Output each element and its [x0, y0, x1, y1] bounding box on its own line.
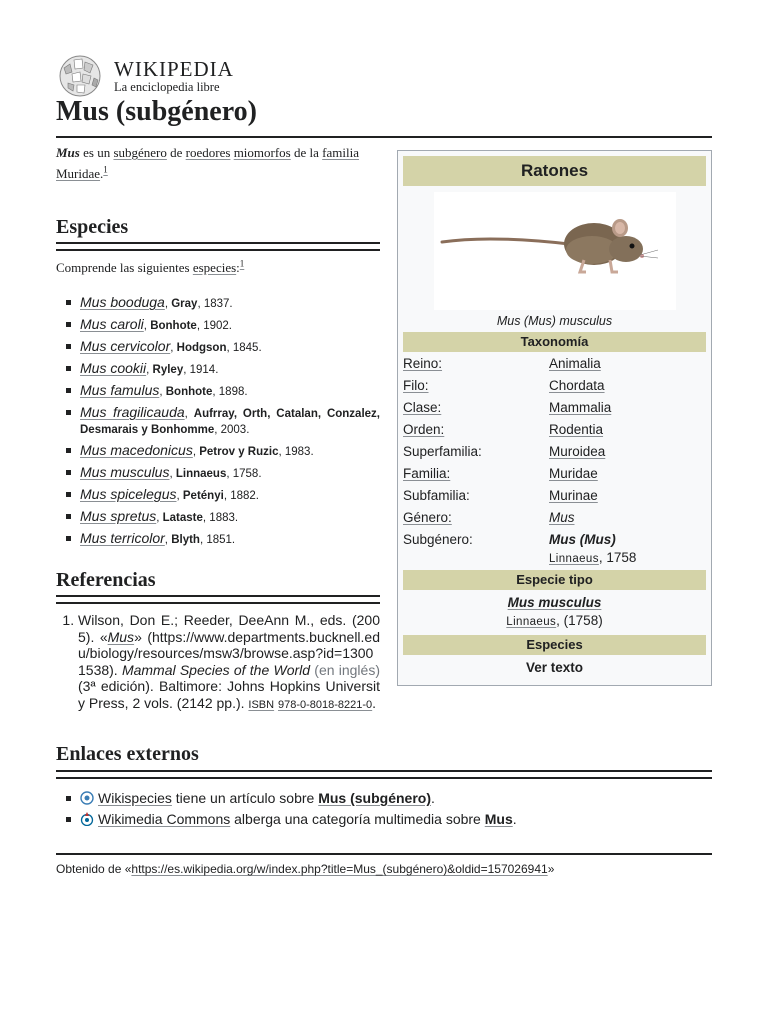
see-text: Ver texto	[525, 660, 584, 675]
species-year: , 1837.	[197, 298, 233, 310]
rank-value[interactable]: Animalia	[549, 356, 601, 371]
species-author: Petényi	[182, 490, 224, 502]
species-list	[56, 292, 380, 550]
heading-rule	[56, 770, 712, 779]
retrieved-from	[56, 862, 554, 876]
species-link[interactable]: Mus famulus	[80, 382, 160, 398]
species-year: , 1898.	[212, 386, 248, 398]
species-year: , 2003.	[214, 424, 250, 436]
footer-divider	[56, 853, 712, 855]
rank-label[interactable]: Familia:	[403, 466, 451, 481]
species-link[interactable]: Mus cervicolor	[80, 338, 171, 354]
species-year: , 1758.	[226, 468, 262, 480]
rank-label[interactable]: Filo:	[403, 378, 429, 393]
article-body	[56, 140, 380, 713]
reference-list	[56, 612, 380, 713]
species-year: , 1883.	[202, 512, 239, 524]
intro-text: :	[236, 260, 240, 275]
species-author: Petrov y Ruzic	[199, 446, 279, 458]
list-item	[56, 788, 517, 809]
taxonomy-row	[398, 485, 711, 507]
rank-value[interactable]: Muridae	[549, 466, 598, 481]
list-item: Mus musculus, Linnaeus, 1758.	[56, 462, 380, 484]
species-author: Ryley	[152, 364, 184, 376]
permanent-link[interactable]: https://es.wikipedia.org/w/index.php?title=Mus_(subgénero)&oldid=157026941	[131, 862, 548, 876]
lead-text: de	[166, 145, 186, 160]
rank-label[interactable]: Clase:	[403, 400, 442, 415]
ref-title-link[interactable]: Mus	[107, 628, 135, 645]
species-link[interactable]: Mus spretus	[80, 508, 157, 524]
enlaces-section	[56, 743, 712, 779]
species-author: Bonhote	[150, 320, 197, 332]
rank-value[interactable]: Muroidea	[549, 444, 606, 459]
taxobox	[397, 150, 712, 686]
isbn-label[interactable]: ISBN	[248, 698, 275, 711]
wordmark-tagline: La enciclopedia libre	[114, 80, 220, 94]
list-item: Mus cervicolor, Hodgson, 1845.	[56, 336, 380, 358]
target-link[interactable]: Mus (subgénero)	[318, 790, 431, 806]
footnote-ref[interactable]: 1	[239, 258, 245, 269]
species-link[interactable]: Mus terricolor	[80, 530, 165, 546]
type-species-header: Especie tipo	[403, 570, 706, 590]
link-text: .	[431, 790, 435, 806]
taxonomy-row	[398, 463, 711, 485]
target-link[interactable]: Mus	[484, 811, 513, 827]
species-year: , 1882.	[223, 490, 259, 502]
taxonomy-row	[398, 441, 711, 463]
mouse-illustration	[434, 192, 676, 310]
rank-label: Subgénero:	[403, 532, 473, 547]
taxonomy-row	[398, 507, 711, 529]
taxobox-title: Ratones	[403, 156, 706, 186]
commons-icon	[80, 812, 94, 826]
species-author: Hodgson	[176, 342, 227, 354]
referencias-section	[56, 570, 380, 713]
species-author: Gray	[171, 298, 198, 310]
authority-year: , (1758)	[556, 613, 603, 628]
heading-rule	[56, 595, 380, 604]
lead-text: es un	[79, 145, 114, 160]
wikipedia-globe-logo[interactable]	[56, 54, 104, 98]
taxonomy-header: Taxonomía	[403, 332, 706, 352]
reference-item	[78, 612, 380, 713]
title-divider	[56, 136, 712, 138]
link-text: .	[512, 811, 517, 827]
species-year: , 1914.	[183, 364, 219, 376]
species-year: , 1851.	[199, 534, 236, 546]
heading-rule	[56, 242, 380, 251]
wordmark-title: WIKIPEDIA	[114, 57, 234, 81]
footer-suffix: »	[547, 862, 555, 876]
species-year: , 1902.	[196, 320, 232, 332]
species-link[interactable]: Mus spicelegus	[80, 486, 177, 502]
taxonomy-row	[398, 353, 711, 375]
ref-edition: (3ª edición). Baltimore: Johns Hopkins University Press, 2 vols. (2142 pp.).	[78, 678, 380, 711]
lead-bold-word: Mus	[56, 145, 80, 160]
species-year: , 1845.	[226, 342, 262, 354]
list-item: Mus spicelegus, Petényi, 1882.	[56, 484, 380, 506]
image-caption: Mus (Mus) musculus	[496, 314, 613, 328]
isbn-link[interactable]: 978-0-8018-8221-0	[277, 698, 373, 711]
taxonomy-rows	[398, 353, 711, 568]
rank-label[interactable]: Reino:	[403, 356, 443, 371]
rank-value[interactable]: Rodentia	[549, 422, 604, 437]
species-link[interactable]: Mus fragilicauda	[80, 404, 185, 420]
especies-section	[56, 217, 380, 550]
authority-year: , 1758	[598, 550, 637, 565]
rank-label: Superfamilia:	[403, 444, 482, 459]
species-link[interactable]: Mus booduga	[80, 294, 165, 310]
taxonomy-row	[398, 529, 711, 568]
list-item: Mus terricolor, Blyth, 1851.	[56, 528, 380, 550]
species-link[interactable]: Mus macedonicus	[80, 442, 193, 458]
species-link[interactable]: Mus musculus	[80, 464, 170, 480]
rank-label[interactable]: Orden:	[403, 422, 445, 437]
link-text: alberga una categoría multimedia sobre	[230, 811, 485, 827]
type-species-link[interactable]: Mus musculus	[507, 595, 602, 610]
species-author: Linnaeus	[175, 468, 227, 480]
ref-url[interactable]: » (https://www.departments.bucknell.edu/biology/resources/msw3/browse.asp?id=13001538).	[78, 628, 380, 678]
list-item: Mus caroli, Bonhote, 1902.	[56, 314, 380, 336]
link-miomorfos[interactable]: miomorfos	[233, 145, 291, 160]
link-subgenero[interactable]: subgénero	[113, 145, 167, 160]
wikispecies-link[interactable]: Wikispecies	[98, 790, 172, 806]
species-link[interactable]: Mus cookii	[80, 360, 147, 376]
ref-authors: Wilson, Don E.; Reeder, DeeAnn M., eds. (2005). «	[78, 612, 380, 645]
species-year: , 1983.	[278, 446, 314, 458]
species-author: Blyth	[171, 534, 200, 546]
wikispecies-icon	[80, 791, 94, 805]
link-muridae[interactable]: Muridae	[56, 166, 101, 181]
footnote-ref[interactable]: 1	[103, 164, 108, 175]
taxonomy-row	[398, 375, 711, 397]
rank-value[interactable]: Mus	[549, 510, 575, 525]
external-links-list	[56, 788, 517, 830]
list-item: Mus spretus, Lataste, 1883.	[56, 506, 380, 528]
list-item: Mus fragilicauda, Aufrray, Orth, Catalan, Conzalez, Desmarais y Bonhomme, 2003.	[56, 402, 380, 440]
taxonomy-row	[398, 397, 711, 419]
list-item: Mus booduga, Gray, 1837.	[56, 292, 380, 314]
lead-text: de la	[290, 145, 323, 160]
lead-paragraph	[56, 142, 380, 184]
ref-lang: (en inglés)	[314, 661, 380, 678]
species-link[interactable]: Mus caroli	[80, 316, 144, 332]
link-familia[interactable]: familia	[322, 145, 359, 160]
list-item: Mus macedonicus, Petrov y Ruzic, 1983.	[56, 440, 380, 462]
species-header: Especies	[403, 635, 706, 655]
ref-work: Mammal Species of the World	[121, 661, 311, 678]
rank-value[interactable]: Mammalia	[549, 400, 612, 415]
type-species	[398, 590, 711, 631]
authority-link[interactable]: Linnaeus	[549, 553, 599, 565]
commons-link[interactable]: Wikimedia Commons	[98, 811, 231, 827]
subgenus-name: Mus (Mus)	[549, 532, 616, 547]
especies-intro	[56, 257, 380, 278]
list-item: Mus famulus, Bonhote, 1898.	[56, 380, 380, 402]
mouse-image[interactable]	[434, 192, 676, 310]
site-header	[56, 54, 234, 98]
rank-value[interactable]: Murinae	[549, 488, 598, 503]
section-heading-enlaces: Enlaces externos	[56, 743, 199, 765]
section-heading-especies: Especies	[56, 216, 129, 238]
link-roedores[interactable]: roedores	[185, 145, 231, 160]
section-heading-referencias: Referencias	[56, 569, 156, 591]
rank-label: Subfamilia:	[403, 488, 470, 503]
species-author: Bonhote	[165, 386, 213, 398]
page-title: Mus (subgénero)	[56, 96, 257, 127]
ref-end: .	[372, 694, 377, 711]
lead-text: .	[100, 166, 104, 181]
link-especies[interactable]: especies	[192, 260, 237, 275]
list-item	[56, 809, 517, 830]
footer-prefix: Obtenido de «	[56, 862, 132, 876]
species-author: Lataste	[162, 512, 203, 524]
wordmark	[114, 58, 234, 94]
link-text: tiene un artículo sobre	[171, 790, 319, 806]
authority-link[interactable]: Linnaeus	[506, 616, 557, 628]
intro-text: Comprende las siguientes	[56, 260, 193, 275]
species-author: Aufrray, Orth, Catalan, Conzalez, Desmarais y Bonhomme	[80, 408, 380, 436]
taxonomy-row	[398, 419, 711, 441]
list-item: Mus cookii, Ryley, 1914.	[56, 358, 380, 380]
rank-label[interactable]: Género:	[403, 510, 452, 525]
rank-value[interactable]: Chordata	[549, 378, 605, 393]
